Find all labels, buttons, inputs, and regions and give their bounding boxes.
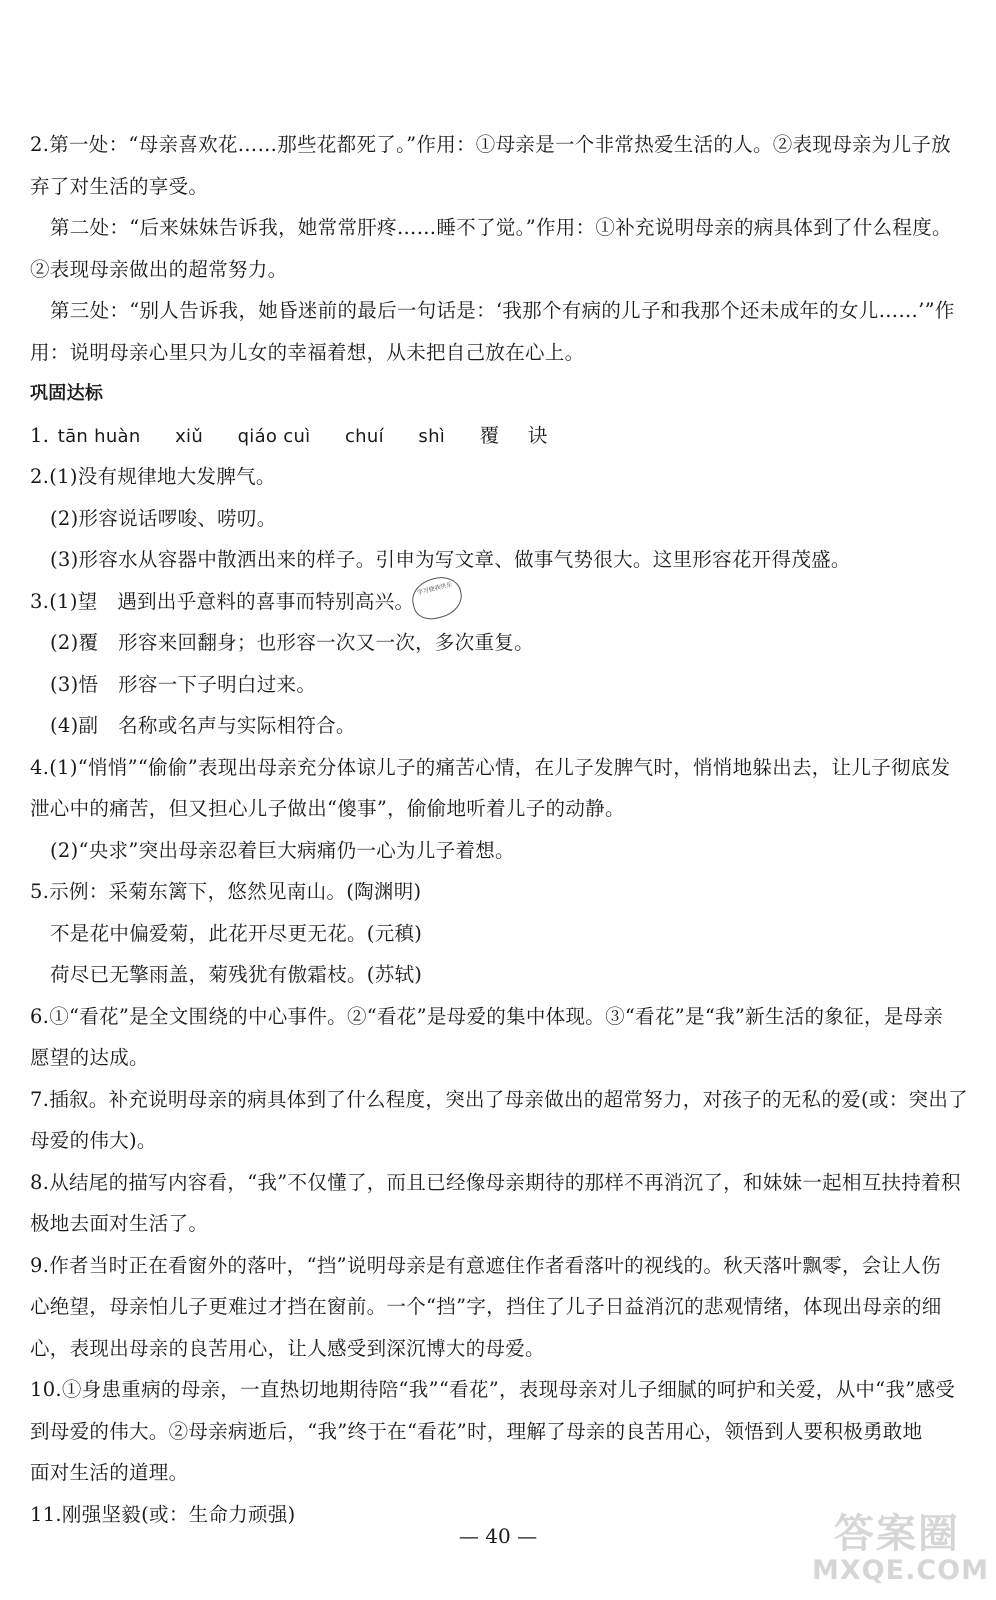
character-item: 诀 [527,423,548,447]
text-line: 10.①身患重病的母亲，一直热切地期待陪“我”“看花”，表现母亲对儿子细腻的呵护和关爱，从中“我”感受 [30,1378,956,1401]
text-line: 4.(1)“悄悄”“偷偷”表现出母亲充分体谅儿子的痛苦心情，在儿子发脾气时，悄悄地躲出去，让儿子彻底发 [30,755,951,779]
text-line: (2)形容说话啰唆、唠叨。 [50,506,277,530]
text-line: 6.①“看花”是全文围绕的中心事件。②“看花”是母爱的集中体现。③“看花”是“我”新生活的象征，是母亲 [30,1004,944,1028]
text-line: 荷尽已无擎雨盖，菊残犹有傲霜枝。(苏轼) [50,963,423,986]
page-number: — 40 — [458,1524,538,1548]
text-line: (2)覆 形容来回翻身；也形容一次又一次，多次重复。 [50,631,534,654]
text-line: 极地去面对生活了。 [30,1212,209,1235]
text-line: 第三处：“别人告诉我，她昏迷前的最后一句话是：‘我那个有病的儿子和我那个还未成年的女儿……’”作 [50,299,955,322]
text-line: 3.(1)望 遇到出乎意料的喜事而特别高兴。 [30,589,415,613]
question-number: 1. [30,423,50,447]
text-line: ②表现母亲做出的超常努力。 [30,257,288,281]
text-line: 心，表现出母亲的良苦用心，让人感受到深沉博大的母爱。 [30,1336,545,1360]
section-heading: 巩固达标 [30,383,104,404]
text-line: 母爱的伟大)。 [30,1129,157,1152]
text-line: 第二处：“后来妹妹告诉我，她常常肝疼……睡不了觉。”作用：①补充说明母亲的病具体到了什么程度。 [50,216,952,239]
watermark-cn: 答案圈 [834,1511,960,1557]
site-watermark [812,1511,989,1592]
text-line: 到母爱的伟大。②母亲病逝后，“我”终于在“看花”时，理解了母亲的良苦用心，领悟到人要积极勇敢地 [30,1419,923,1443]
pinyin-item: xiǔ [175,425,204,447]
pinyin-item: chuí [344,425,384,447]
stamp-text: 学习使我快乐 [416,581,454,597]
text-line: 心绝望，母亲怕儿子更难过才挡在窗前。一个“挡”字，挡住了儿子日益消沉的悲观情绪，体现出母亲的细 [30,1295,942,1318]
pinyin-item: tān huàn [57,425,141,447]
character-item: 覆 [479,423,500,447]
watermark-en: MXQE.COM [812,1555,989,1586]
pinyin-item: shì [418,425,446,447]
text-line: (3)形容水从容器中散洒出来的样子。引申为写文章、做事气势很大。这里形容花开得茂盛。 [50,548,851,571]
text-line: 2.第一处：“母亲喜欢花……那些花都死了。”作用：①母亲是一个非常热爱生活的人。②表现母亲为儿子放 [30,133,951,156]
text-line: 8.从结尾的描写内容看，“我”不仅懂了，而且已经像母亲期待的那样不再消沉了，和妹妹一起相互扶持着积 [30,1170,961,1194]
pinyin-item: qiáo cuì [237,425,311,447]
text-line: 11.刚强坚毅(或：生命力顽强) [30,1502,296,1526]
text-line: (4)副 名称或名声与实际相符合。 [50,714,356,737]
text-line: 泄心中的痛苦，但又担心儿子做出“傻事”，偷偷地听着儿子的动静。 [30,797,625,820]
text-line: (3)悟 形容一下子明白过来。 [50,672,317,696]
text-line: 用：说明母亲心里只为儿女的幸福着想，从未把自己放在心上。 [30,340,585,364]
text-line: 愿望的达成。 [30,1046,149,1069]
text-line: (2)“央求”突出母亲忍着巨大病痛仍一心为儿子着想。 [50,838,515,862]
text-line: 9.作者当时正在看窗外的落叶，“挡”说明母亲是有意遮住作者看落叶的视线的。秋天落叶飘零，会让人伤 [30,1253,941,1277]
text-line: 2.(1)没有规律地大发脾气。 [30,465,276,488]
pinyin-answer-row [30,415,990,457]
text-line: 不是花中偏爱菊，此花开尽更无花。(元稹) [50,921,423,945]
answer-content [30,124,990,1535]
text-line: 弃了对生活的享受。 [30,174,209,198]
text-line: 面对生活的道理。 [30,1461,189,1484]
text-line: 7.插叙。补充说明母亲的病具体到了什么程度，突出了母亲做出的超常努力，对孩子的无私的爱(或：突出了 [30,1087,968,1111]
text-line: 5.示例：采菊东篱下，悠然见南山。(陶渊明) [30,880,422,903]
